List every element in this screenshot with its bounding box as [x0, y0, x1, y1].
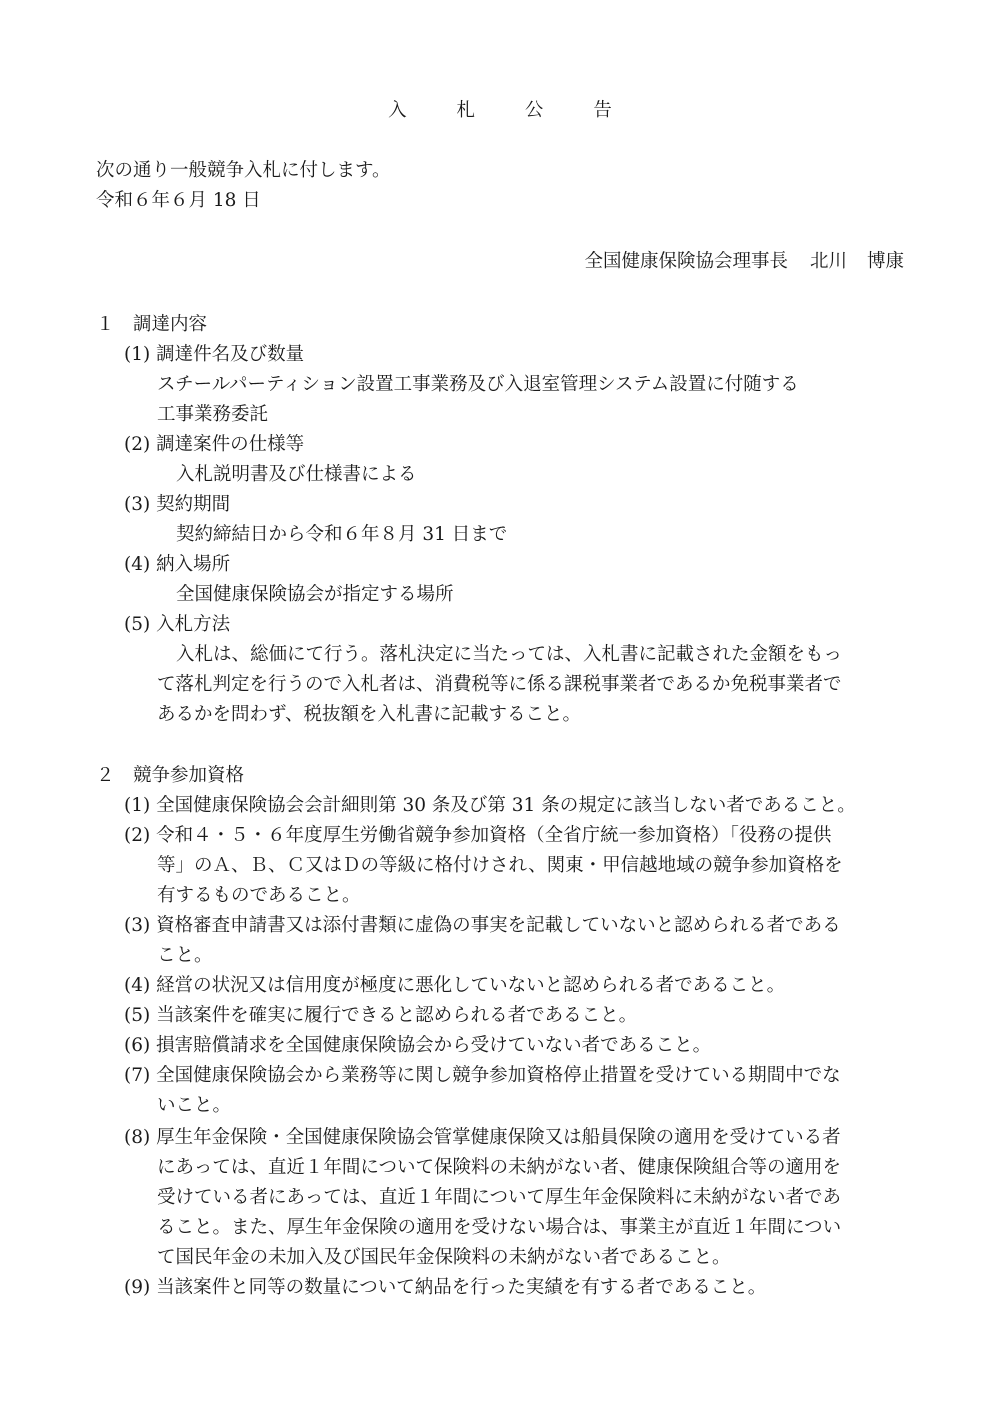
item-body-line: て落札判定を行うので入札者は、消費税等に係る課税事業者であるか免税事業者で	[157, 674, 842, 695]
eligibility-item: (1) 全国健康保険協会会計細則第 30 条及び第 31 条の規定に該当しない者であること。	[124, 795, 856, 816]
item-body-line: 契約締結日から令和６年８月 31 日まで	[176, 524, 508, 545]
eligibility-item-continuation: 受けている者にあっては、直近１年間について厚生年金保険料に未納がない者であ	[157, 1187, 841, 1208]
issuer-given-name: 博康	[866, 251, 904, 272]
issuer-signature	[584, 248, 904, 276]
eligibility-item-continuation: いこと。	[157, 1095, 232, 1116]
item-body-line: 入札は、総価にて行う。落札決定に当たっては、入札書に記載された金額をもっ	[176, 644, 843, 665]
item-body-line: 全国健康保険協会が指定する場所	[176, 584, 454, 605]
eligibility-item: (3) 資格審査申請書又は添付書類に虚偽の事実を記載していないと認められる者である	[124, 915, 841, 936]
section-heading-procurement: １ 調達内容	[96, 314, 208, 335]
eligibility-item-continuation: て国民年金の未加入及び国民年金保険料の未納がない者であること。	[157, 1247, 731, 1268]
eligibility-item: (6) 損害賠償請求を全国健康保険協会から受けていない者であること。	[124, 1035, 712, 1056]
item-heading: (2) 調達案件の仕様等	[124, 434, 305, 455]
item-heading: (4) 納入場所	[124, 554, 231, 575]
eligibility-item-continuation: ること。また、厚生年金保険の適用を受けない場合は、事業主が直近１年間につい	[157, 1217, 842, 1238]
eligibility-item: (2) 令和４・５・６年度厚生労働省競争参加資格（全省庁統一参加資格）「役務の提供	[124, 825, 832, 846]
item-body-line: スチールパーティション設置工事業務及び入退室管理システム設置に付随する	[157, 374, 799, 395]
item-body-line: あるかを問わず、税抜額を入札書に記載すること。	[157, 704, 582, 725]
section-heading-eligibility: ２ 競争参加資格	[96, 765, 245, 786]
issuer-surname: 北川	[809, 251, 847, 272]
eligibility-item-continuation: 等」のＡ、Ｂ、Ｃ又はＤの等級に格付けされ、関東・甲信越地域の競争参加資格を	[157, 855, 843, 876]
eligibility-item-continuation: こと。	[157, 945, 213, 966]
eligibility-item-continuation: にあっては、直近１年間について保険料の未納がない者、健康保険組合等の適用を	[157, 1157, 841, 1178]
eligibility-item: (7) 全国健康保険協会から業務等に関し競争参加資格停止措置を受けている期間中でな	[124, 1065, 841, 1086]
document-title: 入 札 公 告	[388, 100, 634, 121]
item-body-line: 入札説明書及び仕様書による	[176, 464, 417, 485]
eligibility-item-continuation: 有するものであること。	[157, 885, 361, 906]
intro-text: 次の通り一般競争入札に付します。	[96, 160, 391, 181]
eligibility-item: (4) 経営の状況又は信用度が極度に悪化していないと認められる者であること。	[124, 975, 786, 996]
eligibility-item: (9) 当該案件と同等の数量について納品を行った実績を有する者であること。	[124, 1277, 767, 1298]
item-heading: (1) 調達件名及び数量	[124, 344, 305, 365]
item-heading: (5) 入札方法	[124, 614, 231, 635]
issuer-organization-title: 全国健康保険協会理事長	[584, 251, 788, 272]
notice-date: 令和６年６月 18 日	[96, 190, 261, 211]
item-body-line: 工事業務委託	[157, 404, 269, 425]
eligibility-item: (8) 厚生年金保険・全国健康保険協会管掌健康保険又は船員保険の適用を受けている者	[124, 1127, 841, 1148]
eligibility-item: (5) 当該案件を確実に履行できると認められる者であること。	[124, 1005, 638, 1026]
item-heading: (3) 契約期間	[124, 494, 231, 515]
